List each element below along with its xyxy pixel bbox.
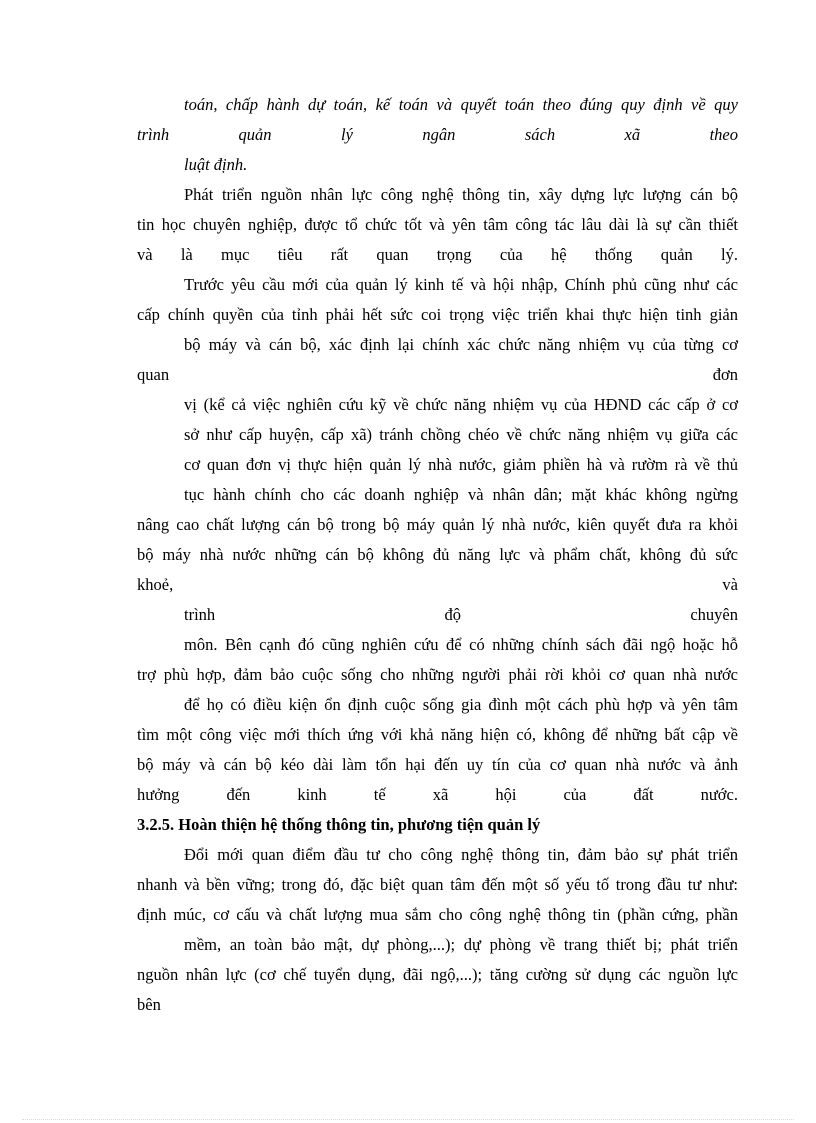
text-line-23: bộ máy và cán bộ kéo dài làm tổn hại đến uy tín của cơ quan nhà nước và ảnh [137, 755, 738, 774]
text-line-17: khoẻ, và [137, 575, 738, 594]
text-line-2: trình quản lý ngân sách xã theo [137, 125, 738, 144]
text-line-31: bên [137, 995, 161, 1014]
text-line-19: môn. Bên cạnh đó cũng nghiên cứu để có những chính sách đãi ngộ hoặc hỗ [184, 635, 738, 654]
text-line-6: và là mục tiêu rất quan trọng của hệ thống quản lý. [137, 245, 738, 264]
text-line-1: toán, chấp hành dự toán, kế toán và quyết toán theo đúng quy định về quy [184, 95, 738, 114]
text-line-8: cấp chính quyền của tỉnh phải hết sức coi trọng việc triển khai thực hiện tinh giản [137, 305, 738, 324]
text-line-20: trợ phù hợp, đảm bảo cuộc sống cho những người phải rời khỏi cơ quan nhà nước [137, 665, 738, 684]
text-line-5: tin học chuyên nghiệp, được tổ chức tốt và yên tâm công tác lâu dài là sự cần thiết [137, 215, 738, 234]
text-line-15: nâng cao chất lượng cán bộ trong bộ máy quản lý nhà nước, kiên quyết đưa ra khỏi [137, 515, 738, 534]
text-line-10: quan đơn [137, 365, 738, 384]
text-line-29: mềm, an toàn bảo mật, dự phòng,...); dự phòng về trang thiết bị; phát triển [184, 935, 738, 954]
text-line-11: vị (kể cả việc nghiên cứu kỹ về chức năng nhiệm vụ của HĐND các cấp ở cơ [184, 395, 738, 414]
text-line-16: bộ máy nhà nước những cán bộ không đủ năng lực và phẩm chất, không đủ sức [137, 545, 738, 564]
text-line-24: hưởng đến kinh tế xã hội của đất nước. [137, 785, 738, 804]
text-line-12: sở như cấp huyện, cấp xã) tránh chồng chéo về chức năng nhiệm vụ giữa các [184, 425, 738, 444]
text-line-28: định múc, cơ cấu và chất lượng mua sắm cho công nghệ thông tin (phần cứng, phần [137, 905, 738, 924]
text-line-7: Trước yêu cầu mới của quản lý kinh tế và hội nhập, Chính phủ cũng như các [184, 275, 738, 294]
text-line-27: nhanh và bền vững; trong đó, đặc biệt quan tâm đến một số yếu tố trong đầu tư như: [137, 875, 738, 894]
text-line-13: cơ quan đơn vị thực hiện quản lý nhà nước, giảm phiền hà và rườm rà về thủ [184, 455, 738, 474]
page-bottom-rule [22, 1119, 794, 1120]
text-line-14: tục hành chính cho các doanh nghiệp và nhân dân; mặt khác không ngừng [184, 485, 738, 504]
text-line-21: để họ có điều kiện ổn định cuộc sống gia đình một cách phù hợp và yên tâm [184, 695, 738, 714]
section-heading-3-2-5: 3.2.5. Hoàn thiện hệ thống thông tin, phương tiện quản lý [137, 815, 541, 834]
text-line-30: nguồn nhân lực (cơ chế tuyển dụng, đãi ngộ,...); tăng cường sử dụng các nguồn lực [137, 965, 738, 984]
text-line-4: Phát triển nguồn nhân lực công nghệ thông tin, xây dựng lực lượng cán bộ [184, 185, 738, 204]
text-line-18: trình độ chuyên [184, 605, 738, 624]
text-line-26: Đổi mới quan điểm đầu tư cho công nghệ thông tin, đảm bảo sự phát triển [184, 845, 738, 864]
text-line-22: tìm một công việc mới thích ứng với khả năng hiện có, không để những bất cập về [137, 725, 738, 744]
text-line-9: bộ máy và cán bộ, xác định lại chính xác chức năng nhiệm vụ của từng cơ [184, 335, 738, 354]
text-line-3: luật định. [184, 155, 248, 174]
